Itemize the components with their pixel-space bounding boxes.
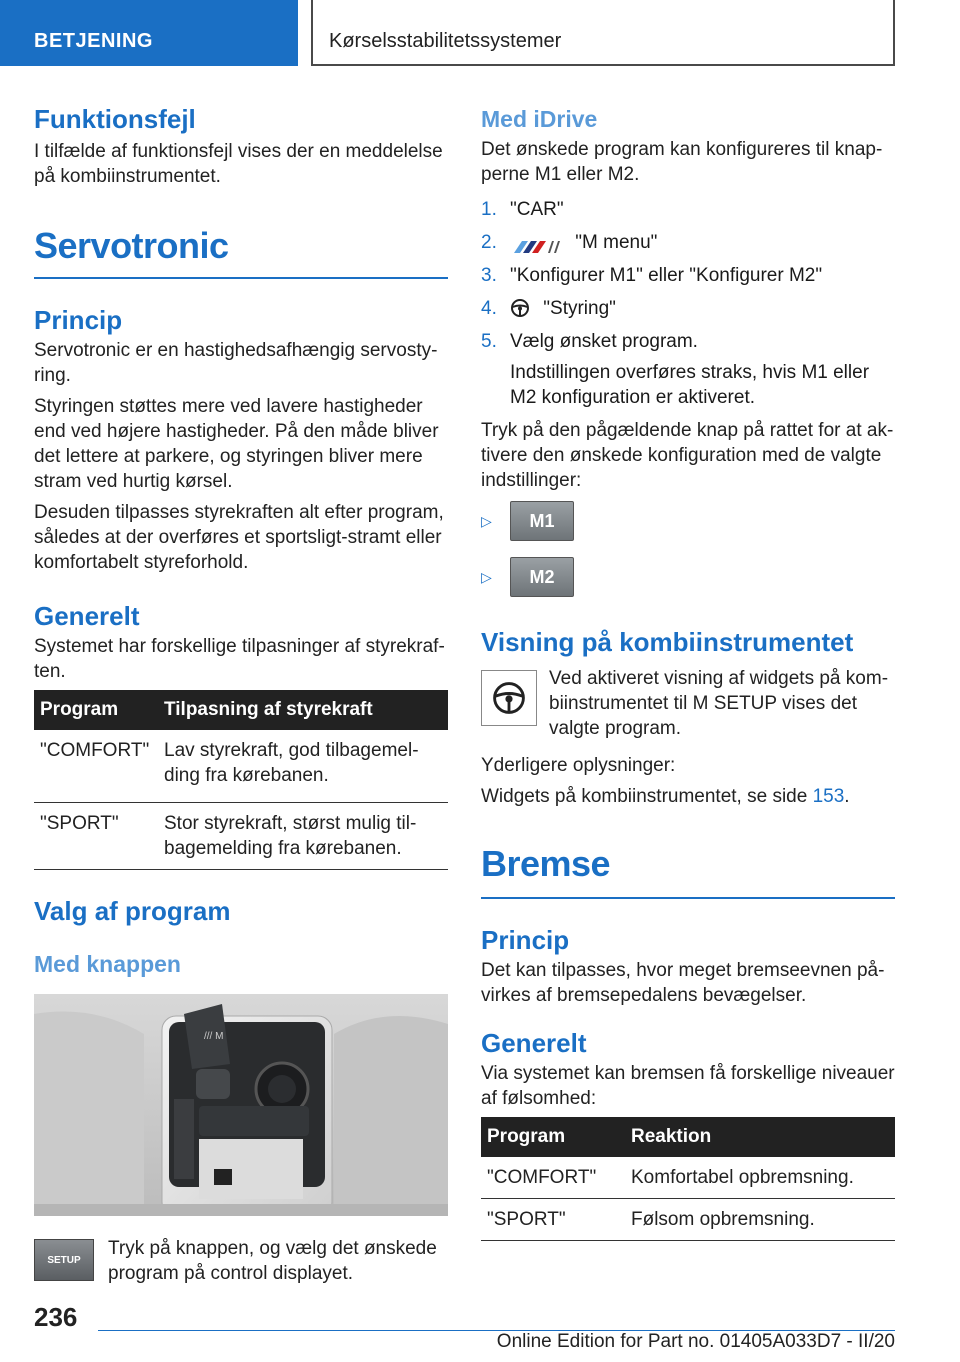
heading-generelt: Generelt: [34, 601, 140, 631]
list-item: [481, 230, 895, 255]
tryk-text: Tryk på den pågældende knap på rattet for at aktivere den ønskede konfiguration med de valgte indstillinger:: [481, 420, 894, 491]
heading-knappen: Med knappen: [34, 951, 181, 977]
visning-text: Ved aktiveret visning af widgets på kombiinstrumentet til M SETUP vises det valgte program.: [549, 668, 889, 739]
idrive-text: Det ønskede program kan konfigureres til knapperne M1 eller M2.: [481, 139, 883, 185]
heading-servotronic: Servotronic: [34, 225, 229, 266]
styrekraft-table: [34, 690, 448, 870]
bremse-generelt-text: Via systemet kan bremsen få forskellige niveauer af følsomhed:: [481, 1063, 895, 1109]
setup-text: Tryk på knappen, og vælg det ønskede program på control displayet.: [108, 1238, 437, 1284]
table-cell: "SPORT": [481, 1199, 625, 1241]
page-number: 236: [34, 1302, 78, 1332]
step-number: 3.: [481, 265, 497, 286]
setup-button-icon: [34, 1239, 94, 1281]
heading-idrive: Med iDrive: [481, 106, 598, 132]
m1-label: M1: [529, 510, 555, 531]
center-console-image: [34, 994, 448, 1216]
table-cell: "COMFORT": [481, 1157, 625, 1199]
heading-valg: Valg af program: [34, 896, 231, 926]
section-title: BETJENING: [34, 30, 153, 52]
m1-button-icon: [510, 501, 574, 541]
m2-item: [481, 557, 895, 597]
generelt-text: Systemet har forskellige tilpasninger af styrekraften.: [34, 636, 445, 682]
table-cell: Komfortabel opbremsning.: [625, 1157, 895, 1199]
visning-block: [481, 670, 895, 741]
table-cell: "COMFORT": [34, 730, 158, 803]
list-item: [481, 296, 895, 321]
table-header: Program: [34, 690, 158, 730]
yderligere-text: Yderligere oplysninger:: [481, 755, 676, 776]
reaktion-table: [481, 1117, 895, 1241]
heading-bremse: Bremse: [481, 843, 611, 884]
chapter-title: Kørselsstabilitetssystemer: [329, 30, 562, 52]
step-text: "Konfigurer M1" eller "Konfigurer M2": [510, 265, 823, 286]
heading-princip: Princip: [34, 305, 123, 335]
step-number: 5.: [481, 331, 497, 352]
princip-p1: Servotronic er en hastighedsafhængig servostyring.: [34, 340, 438, 386]
step-number: 2.: [481, 232, 497, 253]
steering-wheel-icon: [510, 298, 530, 318]
table-row: [481, 1199, 895, 1241]
table-row: [34, 730, 448, 803]
chapter-header: [311, 0, 895, 66]
table-cell: Følsom opbremsning.: [625, 1199, 895, 1241]
step-list: [481, 197, 895, 410]
table-header: Reaktion: [625, 1117, 895, 1157]
steering-wheel-icon: [481, 670, 537, 726]
svg-text:/// M: /// M: [204, 1031, 224, 1042]
table-cell: Stor styrekraft, størst mulig tilbagemelding fra kørebanen.: [158, 803, 448, 870]
m2-label: M2: [529, 566, 555, 587]
heading-rule: [481, 897, 895, 899]
heading-princip-bremse: Princip: [481, 925, 570, 955]
setup-instruction: [34, 1236, 448, 1286]
table-header: Tilpasning af styrekraft: [158, 690, 448, 730]
table-cell: Lav styrekraft, god tilbagemelding fra kørebanen.: [158, 730, 448, 803]
table-row: [481, 1157, 895, 1199]
list-item: [481, 197, 895, 222]
step-number: 1.: [481, 199, 497, 220]
triangle-bullet-icon: ▷: [481, 512, 492, 529]
heading-generelt-bremse: Generelt: [481, 1028, 587, 1058]
widgets-suffix: .: [844, 786, 850, 807]
step-subtext: Indstillingen overføres straks, hvis M1 eller M2 konfiguration er aktiveret.: [510, 362, 870, 408]
bremse-princip-text: Det kan tilpasses, hvor meget bremseevnen påvirkes af bremsepedalens bevægelser.: [481, 960, 885, 1006]
table-cell: "SPORT": [34, 803, 158, 870]
m-stripes-icon: [510, 236, 562, 250]
m1-item: [481, 501, 895, 541]
setup-icon-label: SETUP: [47, 1254, 81, 1266]
heading-funktionsfejl: Funktionsfejl: [34, 104, 196, 134]
step-text: "CAR": [510, 199, 564, 220]
page-link[interactable]: 153: [812, 786, 845, 807]
princip-p3: Desuden tilpasses styrekraften alt efter program, således at der overføres et sportsligt-stramt eller komfortabelt styreforhold.: [34, 502, 444, 573]
list-item: [481, 329, 895, 410]
section-tab: [0, 0, 298, 66]
step-number: 4.: [481, 298, 497, 319]
list-item: [481, 263, 895, 288]
table-row: [34, 803, 448, 870]
funktionsfejl-text: I tilfælde af funktionsfejl vises der en meddelelse på kombiinstrumentet.: [34, 141, 443, 187]
heading-rule: [34, 277, 448, 279]
heading-visning: Visning på kombiinstrumentet: [481, 627, 854, 657]
princip-p2: Styringen støttes mere ved lavere hastigheder end ved højere hastigheder. På den måde bliver det lettere at parkere, og styringen bliver mere stram ved hurtig kørsel.: [34, 396, 439, 492]
m2-button-icon: [510, 557, 574, 597]
left-column: [34, 100, 448, 1286]
edition-text: Online Edition for Part no. 01405A033D7 - II/20: [496, 1331, 895, 1352]
right-column: [481, 100, 895, 1241]
step-text: "M menu": [575, 232, 658, 253]
widgets-reference: [481, 784, 895, 809]
widgets-text: Widgets på kombiinstrumentet, se side: [481, 786, 813, 807]
step-text: Vælg ønsket program.: [510, 331, 698, 352]
triangle-bullet-icon: ▷: [481, 568, 492, 585]
table-header: Program: [481, 1117, 625, 1157]
step-text: "Styring": [543, 298, 616, 319]
